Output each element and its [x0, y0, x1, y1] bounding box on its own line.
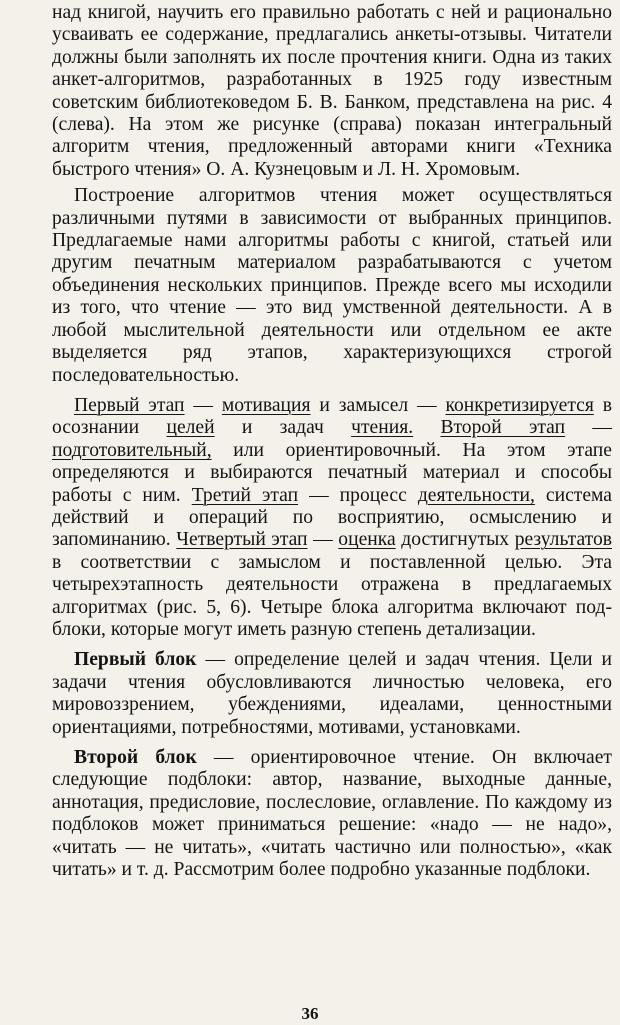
paragraph-4: [52, 649, 612, 739]
paragraph-3: [52, 395, 612, 641]
text-segment: —: [184, 394, 222, 416]
text-segment: и задач: [214, 417, 352, 439]
paragraph-5: [52, 747, 612, 881]
text-segment: или ориентировочный. На этом этапе определяются и выбираются печатный материал и способы работы с ним.: [52, 439, 612, 506]
text-segment: [413, 417, 440, 438]
block-2-heading: Второй блок: [74, 747, 197, 768]
text-segment: в соответствии с замыслом и поставленной целью. Эта четырехэтапность деятельности отражена в предлагаемых алгоритмах (рис. 5, 6). Четыре блока алгоритма включают подблоки, которые могут иметь разную степень детализации.: [52, 551, 612, 640]
text-column: [52, 2, 612, 881]
underlined-stage-4: Четвертый этап: [176, 529, 308, 551]
underlined-stage-1: Первый этап: [74, 394, 185, 416]
text-segment: система действий и операций по восприятию, осмыслению и запоминанию.: [52, 484, 613, 551]
text-segment: —: [565, 417, 613, 439]
text-segment: и замысел —: [310, 394, 446, 416]
block-1-heading: Первый блок: [74, 649, 197, 671]
text-segment: в осознании: [52, 394, 612, 439]
underlined-concretize: конкретизируется: [445, 394, 594, 416]
text-segment: —: [307, 529, 339, 551]
underlined-motivation: мотивация: [221, 394, 311, 416]
underlined-stage-2: Второй этап: [440, 417, 566, 439]
underlined-activity: деятельности,: [417, 484, 535, 506]
underlined-stage-3: Третий этап: [191, 484, 299, 506]
underlined-preparatory: подготовительный,: [52, 439, 212, 461]
underlined-assessment: оценка: [338, 529, 396, 551]
paragraph-1: над книгой, научить его правильно работать с ней и рационально усваивать ее содержание, предлагались анкеты-отзывы. Читатели должны были заполнять их после прочтения книги. Одна из таких анкет-алгоритмов, разработанных в 1925 году известным советским библиотековедом Б. В. Банком, представлена на рис. 4 (слева). На этом же рисунке (справа) показан интегральный алгоритм чтения, предложенный авторами книги «Техника быстрого чтения» О. А. Кузнецовым и Л. Н. Хромовым.: [52, 2, 612, 180]
block-1-text: — определение целей и задач чтения. Цели и задачи чтения обусловливаются личностью человека, его мировоззрением, убеждениями, идеалами, ценностными ориентациями, потребностями, мотивами, установками.: [52, 649, 613, 738]
underlined-reading: чтения.: [351, 417, 414, 439]
block-2-text: — ориентировочное чтение. Он включает следующие подблоки: автор, название, выходные данные, аннотация, предисловие, послесловие, оглавление. По каждому из подблоков может приниматься решение: «надо — не надо», «читать — не читать», «читать частично или полностью», «как читать» и т. д. Рассмотрим более подробно указанные подблоки.: [52, 747, 612, 881]
page-number: 36: [301, 1004, 319, 1023]
text-segment: достигнутых: [395, 529, 515, 551]
underlined-results: результатов: [514, 529, 612, 551]
text-segment: — процесс: [298, 484, 418, 506]
underlined-goals: целей: [166, 417, 215, 439]
paragraph-2: Построение алгоритмов чтения может осуществляться различными путями в зависимости от выбранных принципов. Предлагаемые нами алгоритмы работы с книгой, статьей или другим печатным материалом разрабатываются с учетом объединения нескольких принципов. Прежде всего мы исходили из того, что чтение — это вид умственной деятельности. А в любой мыслительной деятельности или отдельном ее акте выделяется ряд этапов, характеризующихся строгой последовательностью.: [52, 185, 612, 386]
